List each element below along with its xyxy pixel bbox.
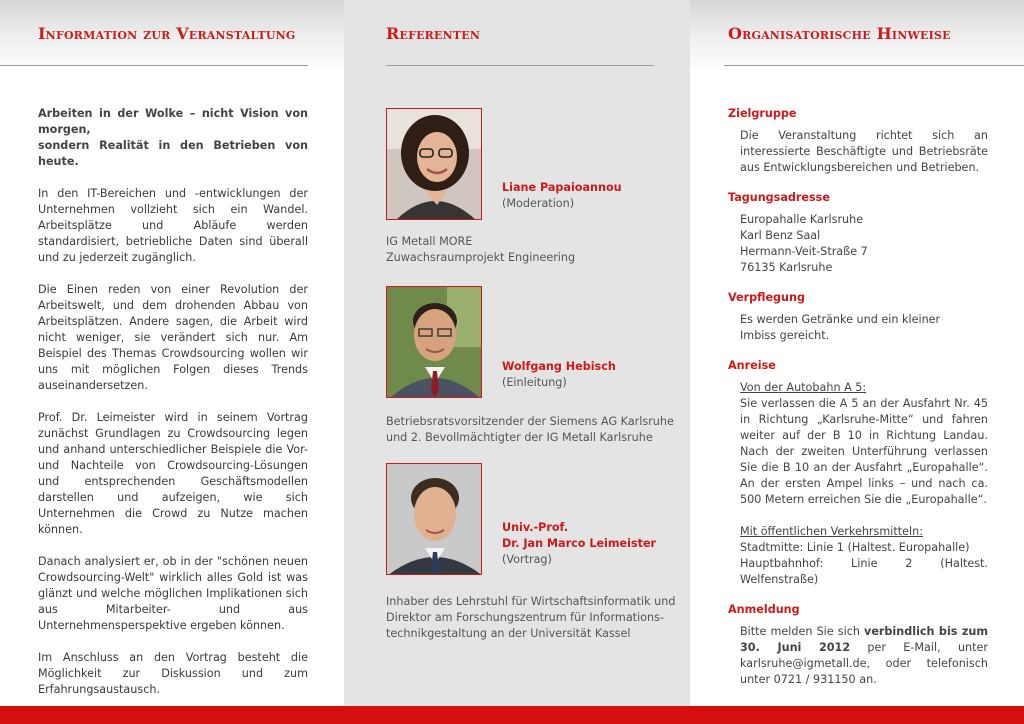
anmeldung-pre: Bitte melden Sie sich <box>740 625 865 638</box>
anreise-oepnv-heading: Mit öffentlichen Verkehrsmitteln: <box>740 525 923 538</box>
info-lead-line1: Arbeiten in der Wolke – nicht Vision von morgen, <box>38 107 308 136</box>
organisation-column <box>690 0 1024 706</box>
speaker-1-role: (Moderation) <box>502 197 575 210</box>
speaker-3-desc-line2: Direktor am Forschungszentrum für Informations- <box>386 611 664 624</box>
info-paragraph-5: Im Anschluss an den Vortrag besteht die Möglichkeit zur Diskussion und zum Erfahrungsaustausch. <box>38 651 308 696</box>
speakers-header <box>344 0 690 66</box>
verpflegung-heading: Verpflegung <box>728 291 805 304</box>
organisation-divider <box>724 65 1024 66</box>
speaker-3-desc-line1: Inhaber des Lehrstuhl für Wirtschaftsinformatik und <box>386 595 676 608</box>
info-paragraph-3: Prof. Dr. Leimeister wird in seinem Vortrag zunächst Grundlagen zu Crowdsourcing legen und anhand unterschiedlicher Beispiele die Vor- und Nachteile von Crowdsourcing-Lösungen und entsprechenden Geschäftsmodellen darstellen und aufzeigen, wie sich Unternehmen die Crowd zu Nutze machen können. <box>38 411 308 536</box>
anreise-oepnv-line-2: Hauptbahnhof: Linie 2 (Haltest. Welfenstraße) <box>740 557 988 586</box>
zielgruppe-text: Die Veranstaltung richtet sich an interessierte Beschäftigte und Betriebsräte aus Entwicklungsbereichen und Betrieben. <box>740 129 988 174</box>
info-title: Information zur Veranstaltung <box>38 24 296 43</box>
speaker-2-desc-line2: und 2. Bevollmächtigter der IG Metall Karlsruhe <box>386 431 653 444</box>
organisation-title: Organisatorische Hinweise <box>728 24 951 43</box>
speakers-divider <box>386 65 654 66</box>
address-line-2: Karl Benz Saal <box>740 229 821 242</box>
anmeldung-deadline: verbindlich bis zum 30. Juni 2012 <box>740 625 988 654</box>
anmeldung-text <box>740 624 988 688</box>
info-paragraph-4: Danach analysiert er, ob in der "schönen neuen Crowdsourcing-Welt" wirklich alles Gold ist was glänzt und welche möglichen Implikationen sich aus Mitarbeiter- und aus Unternehmensperspektive ergeben können. <box>38 555 308 632</box>
speaker-1-desc-line2: Zuwachsraumprojekt Engineering <box>386 251 576 264</box>
speaker-1-photo <box>386 108 482 220</box>
anreise-oepnv-line-1: Stadtmitte: Linie 1 (Haltest. Europahalle) <box>740 541 970 554</box>
verpflegung-line-2: Imbiss gereicht. <box>740 329 830 342</box>
organisation-header <box>690 0 1024 66</box>
speaker-3-title: Univ.-Prof. <box>502 521 569 534</box>
info-lead <box>38 106 308 170</box>
info-paragraph-1: In den IT-Bereichen und -entwicklungen der Unternehmen vollzieht sich ein Wandel. Arbeitsplätze und Abläufe werden standardisiert, betriebliche Daten sind überall und zu jederzeit zugänglich. <box>38 187 308 264</box>
anreise-heading: Anreise <box>728 359 776 372</box>
speaker-3-photo <box>386 463 482 575</box>
anmeldung-post: per E-Mail, unter karlsruhe@igmetall.de, oder telefonisch unter 0721 / 931150 an. <box>740 641 988 686</box>
info-column <box>0 0 344 706</box>
anreise-autobahn-heading: Von der Autobahn A 5: <box>740 381 867 394</box>
verpflegung-line-1: Es werden Getränke und ein kleiner <box>740 313 941 326</box>
address-line-3: Hermann-Veit-Straße 7 <box>740 245 868 258</box>
tagungsadresse-text <box>740 212 988 276</box>
anreise-text <box>740 380 988 588</box>
portrait-man-icon <box>387 287 482 398</box>
speaker-3-desc-line3: technikgestaltung an der Universität Kassel <box>386 627 631 640</box>
speaker-1-name: Liane Papaioannou <box>502 181 622 194</box>
anreise-autobahn-text: Sie verlassen die A 5 an der Ausfahrt Nr. 45 in Richtung „Karlsruhe-Mitte“ und fahren weiter auf der B 10 in Richtung Landau. Nach der zweiten Unterführung verlassen Sie die B 10 an der Ausfahrt „Europahalle“. An der ersten Ampel links – und nach ca. 500 Metern erreichen Sie die „Europahalle“. <box>740 397 988 506</box>
anmeldung-heading: Anmeldung <box>728 603 800 616</box>
info-divider <box>0 65 308 66</box>
speaker-3-role: (Vortrag) <box>502 553 552 566</box>
speaker-2-role: (Einleitung) <box>502 376 567 389</box>
speaker-2-desc-line1: Betriebsratsvorsitzender der Siemens AG Karlsruhe <box>386 415 674 428</box>
zielgruppe-heading: Zielgruppe <box>728 107 797 120</box>
speaker-2-photo <box>386 286 482 398</box>
speakers-title: Referenten <box>386 24 481 43</box>
verpflegung-text <box>740 312 988 344</box>
info-body <box>38 106 308 714</box>
speaker-1-desc-line1: IG Metall MORE <box>386 235 473 248</box>
info-header <box>0 0 344 66</box>
info-lead-line2: sondern Realität in den Betrieben von heute. <box>38 139 308 168</box>
portrait-woman-icon <box>387 109 482 220</box>
address-line-1: Europahalle Karlsruhe <box>740 213 864 226</box>
speakers-column <box>344 0 690 706</box>
organisation-body <box>728 106 988 702</box>
portrait-man-icon <box>387 464 482 575</box>
tagungsadresse-heading: Tagungsadresse <box>728 191 830 204</box>
speaker-2-name: Wolfgang Hebisch <box>502 360 616 373</box>
address-line-4: 76135 Karlsruhe <box>740 261 833 274</box>
footer-red-bar <box>0 706 1024 724</box>
speaker-3-name: Dr. Jan Marco Leimeister <box>502 537 657 550</box>
info-paragraph-2: Die Einen reden von einer Revolution der Arbeitswelt, und dem drohenden Abbau von Arbeitsplätzen. Andere sagen, die Arbeit wird nicht weniger, sie verändert sich nur. Am Beispiel des Themas Crowdsourcing wollen wir uns mit möglichen Folgen dieses Trends auseinandersetzen. <box>38 283 308 392</box>
